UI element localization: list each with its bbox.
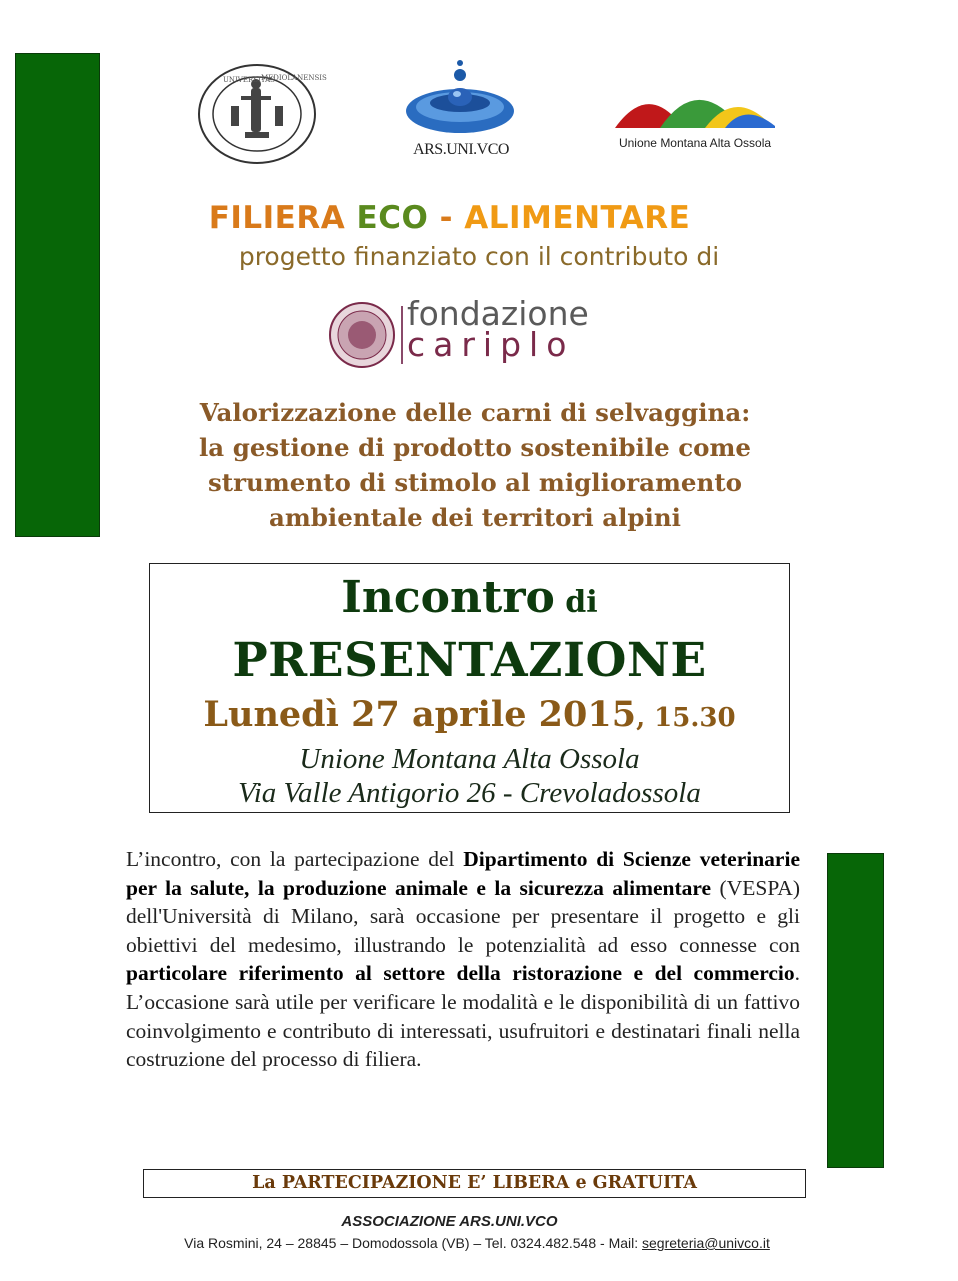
- title-filiera: FILIERA: [208, 200, 357, 236]
- footer-email-link[interactable]: segreteria@univco.it: [642, 1235, 770, 1251]
- body-text-3: . L’occasione sarà utile per verificare le modalità e le disponibilità di un fattivo coinvolgimento e contributo di interessati, usufruitori e destinatari finali nella costruzione del processo di filiera.: [126, 961, 800, 1072]
- unione-montana-logo: [605, 78, 785, 158]
- event-datetime: [150, 694, 789, 735]
- word-incontro: Incontro: [341, 572, 555, 623]
- title-alimentare: ALIMENTARE: [464, 200, 691, 236]
- funding-line: progetto finanziato con il contributo di: [238, 242, 720, 271]
- body-text-1: L’incontro, con la partecipazione del: [126, 847, 464, 871]
- cariplo-separator: [401, 306, 403, 364]
- decorative-green-bar-right: [827, 853, 884, 1168]
- subtitle-line: la gestione di prodotto sostenibile come: [198, 433, 752, 462]
- body-bold-2: particolare riferimento al settore della ristorazione e del commercio: [126, 961, 795, 986]
- cariplo-word-fondazione: fondazione: [407, 294, 589, 333]
- subtitle-line: Valorizzazione delle carni di selvaggina:: [199, 398, 751, 427]
- event-date: Lunedì 27 aprile 2015: [203, 694, 637, 735]
- event-venue: Unione Montana Alta Ossola: [299, 743, 640, 775]
- description-paragraph: [126, 845, 800, 1074]
- unione-montana-caption: Unione Montana Alta Ossola: [618, 136, 772, 150]
- event-heading-line1: [150, 572, 789, 623]
- decorative-green-bar-left: [15, 53, 100, 537]
- event-address: Via Valle Antigorio 26 - Crevoladossola: [238, 777, 701, 809]
- footer-address-text: Via Rosmini, 24 – 28845 – Domodossola (VB) – Tel. 0324.482.548 - Mail:: [184, 1235, 643, 1251]
- event-details-box: [149, 563, 790, 813]
- ars-logo-caption: ARS.UNI.VCO: [413, 141, 509, 158]
- event-subtitle: [130, 395, 820, 535]
- word-di: di: [554, 585, 598, 620]
- cariplo-word-cariplo: cariplo: [407, 325, 575, 364]
- subtitle-line: ambientale dei territori alpini: [269, 503, 681, 532]
- svg-text:MEDIOLANENSIS: MEDIOLANENSIS: [261, 74, 327, 82]
- title-eco: ECO: [356, 200, 429, 236]
- free-participation-notice: La PARTECIPAZIONE E’ LIBERA e GRATUITA: [143, 1169, 806, 1198]
- footer-address: [0, 1235, 954, 1251]
- word-presentazione: PRESENTAZIONE: [232, 633, 707, 688]
- fondazione-cariplo-logo: [326, 294, 626, 370]
- project-title: [0, 200, 899, 236]
- body-text-2: (VESPA) dell'Università di Milano, sarà occasione per presentare il progetto e gli obiettivi del medesimo, illustrando le potenzialità ad esso connesse con: [126, 875, 800, 957]
- svg-text:UNIVERSITAS: UNIVERSITAS: [223, 76, 275, 84]
- ars-univco-logo: [402, 55, 520, 163]
- title-dash: -: [428, 200, 465, 236]
- footer-organization: ASSOCIAZIONE ARS.UNI.VCO: [341, 1213, 558, 1230]
- university-milan-seal-logo: [195, 62, 327, 166]
- event-time: , 15.30: [636, 703, 736, 733]
- subtitle-line: strumento di stimolo al miglioramento: [208, 468, 742, 497]
- body-bold-1: Dipartimento di Scienze veterinarie per la salute, la produzione animale e la sicurezza alimentare: [126, 847, 800, 900]
